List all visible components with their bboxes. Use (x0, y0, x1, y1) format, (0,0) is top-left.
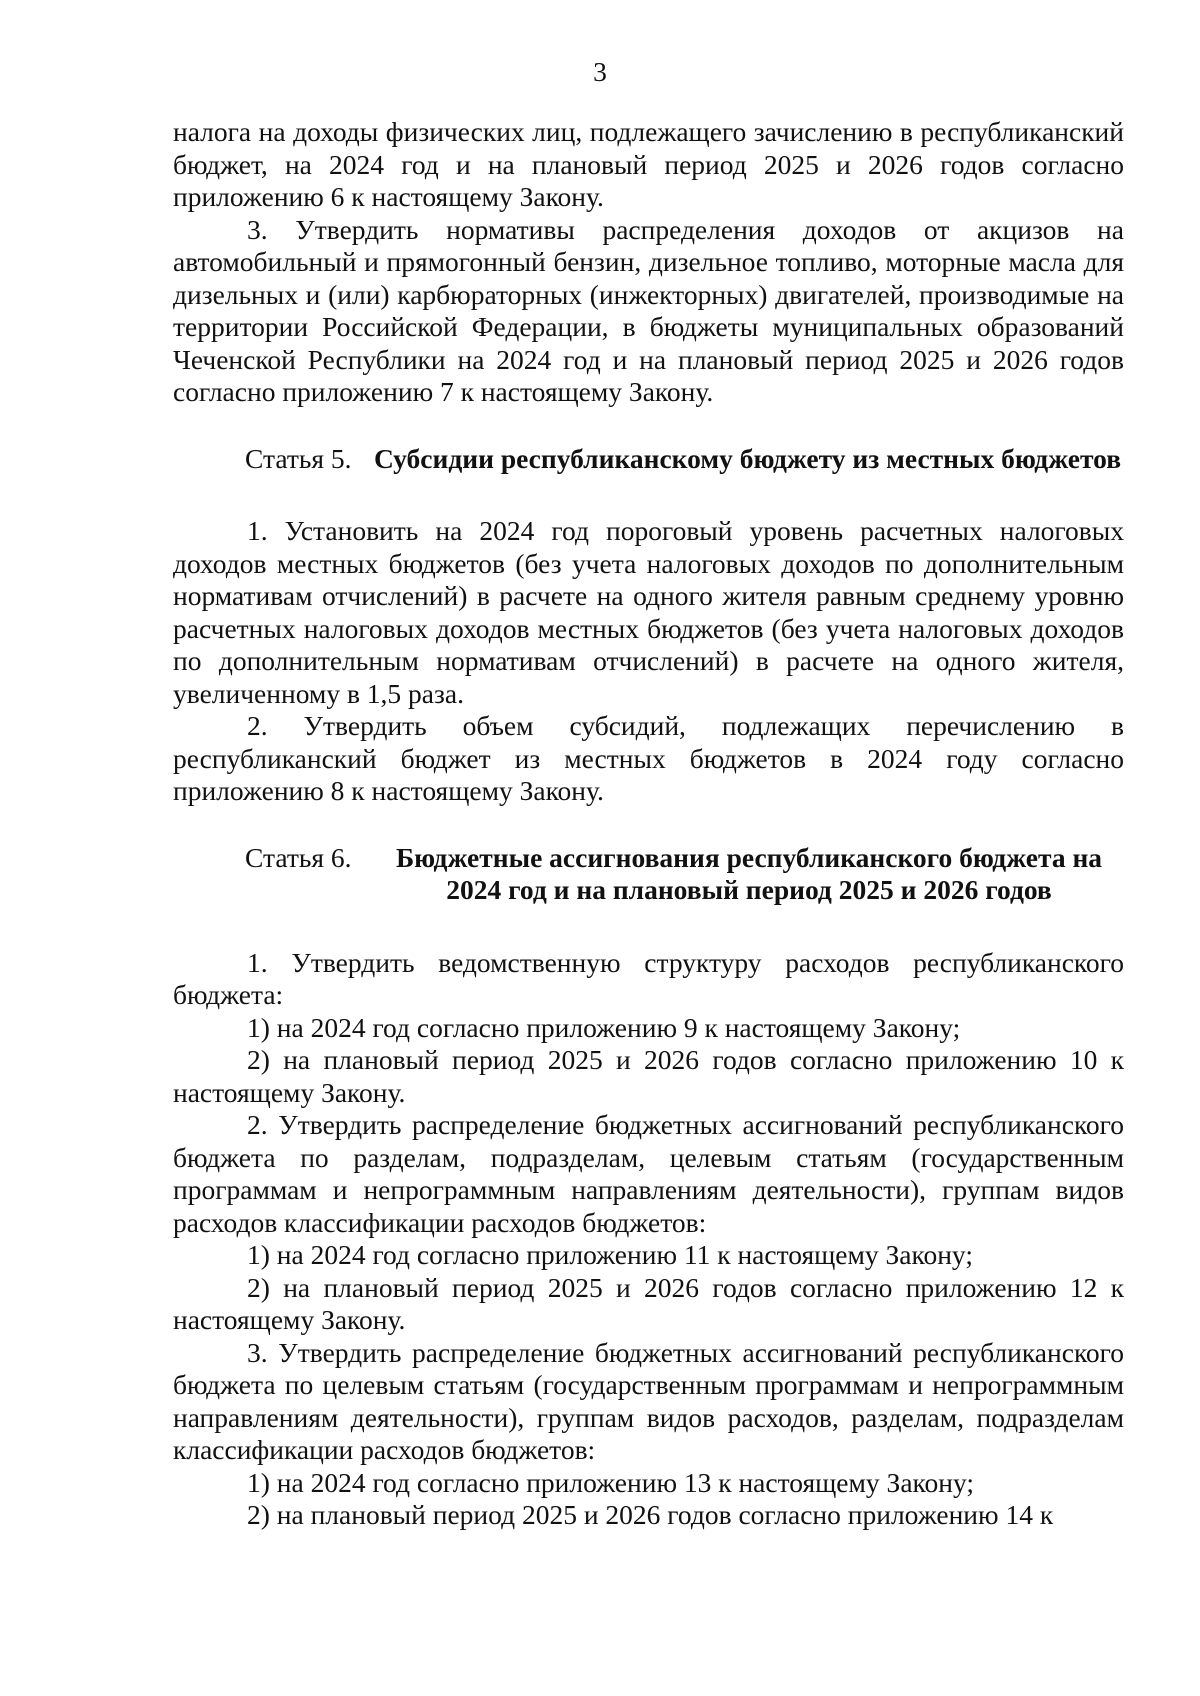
spacer (173, 475, 1124, 515)
article6-item-3: 3. Утвердить распределение бюджетных ассигнований республиканского бюджета по целевым статьям (государственным программам и непрограммным направлениям деятельности), группам видов расходов, разделам, подразделам классификации расходов бюджетов: (173, 1336, 1124, 1465)
spacer (173, 907, 1124, 947)
article6-item-2: 2. Утвердить распределение бюджетных ассигнований республиканского бюджета по разделам, подразделам, целевым статьям (государственным программам и непрограммным направлениям деятельности), группам видов расходов классификации расходов бюджетов: (173, 1109, 1124, 1238)
page-number: 3 (593, 56, 607, 87)
article6-item-2-sub-2: 2) на плановый период 2025 и 2026 годов согласно приложению 12 к настоящему Закону. (173, 1271, 1124, 1335)
article5-item-2: 2. Утвердить объем субсидий, подлежащих перечислению в республиканский бюджет из местных бюджетов в 2024 году согласно приложению 8 к настоящему Закону. (173, 710, 1124, 806)
document-body (173, 116, 1124, 1532)
article6-item-3-sub-1: 1) на 2024 год согласно приложению 13 к настоящему Закону; (247, 1466, 974, 1498)
article6-title: Бюджетные ассигнования республиканского бюджета на 2024 год и на плановый период 2025 и 2026 годов (395, 841, 1103, 905)
article5-label: Статья 5. (245, 442, 352, 474)
spacer (173, 409, 1124, 443)
article6-label: Статья 6. (245, 841, 352, 873)
article6-item-2-sub-1: 1) на 2024 год согласно приложению 11 к настоящему Закону; (247, 1239, 973, 1270)
article6-item-1: 1. Утвердить ведомственную структуру расходов республиканского бюджета: (173, 946, 1124, 1010)
article6-item-1-sub-1: 1) на 2024 год согласно приложению 9 к настоящему Закону; (247, 1011, 961, 1043)
article5-heading (173, 443, 1124, 476)
continuation-paragraph: налога на доходы физических лиц, подлежащего зачислению в республиканский бюджет, на 2024 год и на плановый период 2025 и 2026 годов согласно приложению 6 к настоящему Закону. (173, 116, 1124, 212)
article5-item-1: 1. Установить на 2024 год пороговый уровень расчетных налоговых доходов местных бюджетов (без учета налоговых доходов по дополнительным нормативам отчислений) в расчете на одного жителя равным среднему уровню расчетных налоговых доходов местных бюджетов (без учета налоговых доходов по дополнительным нормативам отчислений) в расчете на одного жителя, увеличенному в 1,5 раза. (173, 515, 1124, 709)
article6-heading (173, 842, 1124, 907)
article4-item-3: 3. Утвердить нормативы распределения доходов от акцизов на автомобильный и прямогонный бензин, дизельное топливо, моторные масла для дизельных и (или) карбюраторных (инжекторных) двигателей, производимые на территории Российской Федерации, в бюджеты муниципальных образований Чеченской Республики на 2024 год и на плановый период 2025 и 2026 годов согласно приложению 7 к настоящему Закону. (173, 213, 1124, 407)
article6-item-1-sub-2: 2) на плановый период 2025 и 2026 годов согласно приложению 10 к настоящему Закону. (173, 1044, 1124, 1108)
article6-item-3-sub-2: 2) на плановый период 2025 и 2026 годов согласно приложению 14 к (247, 1499, 1054, 1530)
article5-title: Субсидии республиканскому бюджету из местных бюджетов (374, 442, 1122, 474)
spacer (173, 808, 1124, 842)
